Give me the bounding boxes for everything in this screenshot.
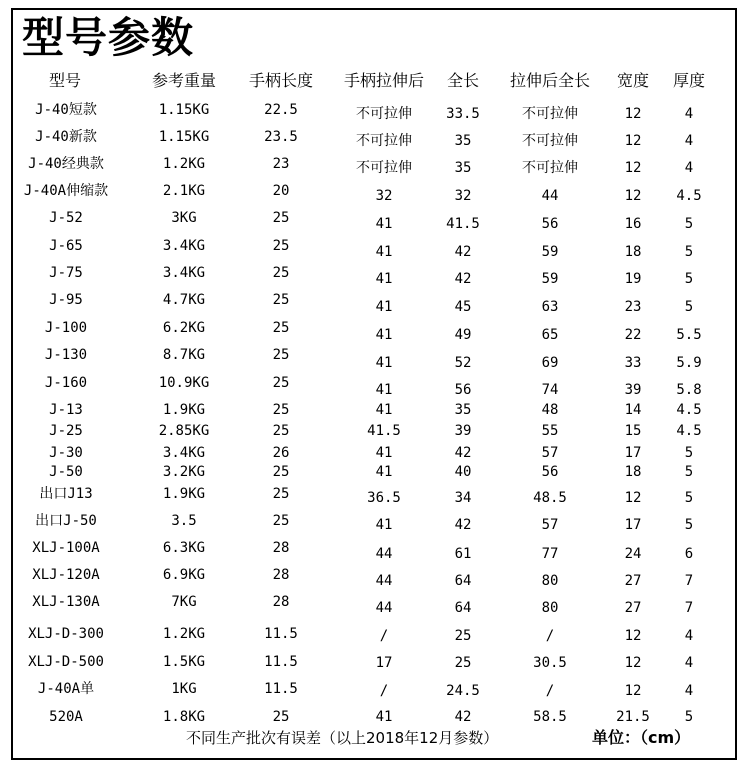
cell-weight: 8.7KG [162, 347, 206, 363]
cell-thickness: 5 [684, 517, 694, 533]
cell-stretched: 41 [375, 402, 393, 418]
cell-stretched: 41 [375, 445, 393, 461]
cell-width: 27 [624, 573, 642, 589]
cell-handle: 25 [272, 210, 290, 226]
cell-stretched-total: 59 [541, 271, 559, 287]
cell-handle: 22.5 [264, 102, 298, 118]
cell-handle: 25 [272, 347, 290, 363]
cell-model: J-40经典款 [28, 156, 104, 172]
cell-handle: 20 [272, 183, 290, 199]
cell-handle: 11.5 [264, 681, 298, 697]
cell-stretched-total: 74 [541, 382, 559, 398]
cell-stretched: 41 [375, 709, 393, 725]
cell-width: 27 [624, 600, 642, 616]
cell-weight: 7KG [171, 594, 197, 610]
cell-total: 35 [454, 160, 472, 176]
cell-stretched-total: / [545, 683, 555, 699]
cell-stretched-total: 58.5 [533, 709, 567, 725]
cell-thickness: 5 [684, 271, 694, 287]
cell-thickness: 7 [684, 600, 694, 616]
cell-width: 14 [624, 402, 642, 418]
cell-model: J-130 [44, 347, 88, 363]
cell-width: 19 [624, 271, 642, 287]
cell-model: J-50 [49, 464, 83, 480]
cell-model: J-160 [44, 375, 88, 391]
cell-thickness: 4 [684, 133, 694, 149]
cell-stretched-total: 48 [541, 402, 559, 418]
cell-model: J-13 [49, 402, 83, 418]
cell-weight: 6.9KG [162, 567, 206, 583]
cell-weight: 3KG [171, 210, 197, 226]
cell-stretched-total: 30.5 [533, 655, 567, 671]
cell-stretched: 41 [375, 271, 393, 287]
page-title: 型号参数 [22, 13, 195, 62]
cell-stretched: 17 [375, 655, 393, 671]
cell-model: J-30 [49, 445, 83, 461]
cell-width: 18 [624, 464, 642, 480]
cell-total: 64 [454, 573, 472, 589]
cell-stretched: / [379, 628, 389, 644]
cell-thickness: 5.9 [676, 355, 702, 371]
cell-model: XLJ-D-500 [28, 654, 104, 670]
cell-stretched-total: 65 [541, 327, 559, 343]
cell-model: J-65 [49, 238, 83, 254]
cell-width: 33 [624, 355, 642, 371]
cell-width: 12 [624, 188, 642, 204]
cell-thickness: 4 [684, 106, 694, 122]
cell-weight: 2.1KG [162, 183, 206, 199]
cell-width: 17 [624, 517, 642, 533]
cell-weight: 1.15KG [158, 129, 210, 145]
cell-stretched-total: 56 [541, 464, 559, 480]
cell-thickness: 4 [684, 160, 694, 176]
cell-thickness: 5.5 [676, 327, 702, 343]
cell-model: J-40A伸缩款 [23, 183, 109, 199]
cell-thickness: 5 [684, 244, 694, 260]
cell-handle: 11.5 [264, 626, 298, 642]
cell-stretched: 41 [375, 244, 393, 260]
cell-weight: 6.2KG [162, 320, 206, 336]
cell-stretched: 41 [375, 355, 393, 371]
unit-label: 单位：（cm） [592, 728, 691, 747]
cell-total: 61 [454, 546, 472, 562]
cell-model: J-25 [49, 423, 83, 439]
cell-total: 42 [454, 709, 472, 725]
cell-stretched-total: 80 [541, 573, 559, 589]
cell-total: 35 [454, 133, 472, 149]
cell-model: XLJ-D-300 [28, 626, 104, 642]
cell-handle: 28 [272, 540, 290, 556]
cell-stretched-total: / [545, 628, 555, 644]
cell-width: 12 [624, 133, 642, 149]
cell-model: J-52 [49, 210, 83, 226]
cell-stretched-total: 77 [541, 546, 559, 562]
cell-model: J-100 [44, 320, 88, 336]
cell-width: 12 [624, 628, 642, 644]
cell-weight: 10.9KG [158, 375, 210, 391]
cell-handle: 25 [272, 513, 290, 529]
cell-thickness: 6 [684, 546, 694, 562]
cell-width: 15 [624, 423, 642, 439]
cell-stretched: 44 [375, 546, 393, 562]
cell-handle: 25 [272, 320, 290, 336]
cell-total: 56 [454, 382, 472, 398]
cell-model: J-40新款 [35, 129, 97, 145]
cell-handle: 25 [272, 238, 290, 254]
cell-weight: 1.9KG [162, 402, 206, 418]
cell-weight: 4.7KG [162, 292, 206, 308]
cell-total: 32 [454, 188, 472, 204]
cell-thickness: 4.5 [676, 423, 702, 439]
cell-handle: 25 [272, 375, 290, 391]
cell-thickness: 5 [684, 709, 694, 725]
cell-total: 25 [454, 628, 472, 644]
cell-thickness: 4 [684, 683, 694, 699]
cell-model: XLJ-130A [32, 594, 100, 610]
cell-stretched: 41 [375, 382, 393, 398]
cell-thickness: 4.5 [676, 402, 702, 418]
cell-stretched-total: 80 [541, 600, 559, 616]
cell-handle: 25 [272, 486, 290, 502]
cell-weight: 1.15KG [158, 102, 210, 118]
cell-stretched: 不可拉伸 [356, 106, 412, 122]
cell-thickness: 5 [684, 299, 694, 315]
cell-thickness: 4 [684, 655, 694, 671]
cell-stretched-total: 不可拉伸 [522, 106, 578, 122]
cell-total: 24.5 [446, 683, 480, 699]
cell-handle: 25 [272, 402, 290, 418]
cell-thickness: 5 [684, 464, 694, 480]
cell-handle: 25 [272, 464, 290, 480]
cell-stretched: / [379, 683, 389, 699]
cell-model: XLJ-120A [32, 567, 100, 583]
cell-width: 12 [624, 106, 642, 122]
cell-width: 16 [624, 216, 642, 232]
cell-weight: 6.3KG [162, 540, 206, 556]
cell-model: 出口J13 [39, 486, 93, 502]
cell-total: 45 [454, 299, 472, 315]
cell-total: 52 [454, 355, 472, 371]
cell-thickness: 7 [684, 573, 694, 589]
cell-stretched-total: 56 [541, 216, 559, 232]
header-total-length: 全长 [446, 71, 479, 90]
cell-stretched-total: 55 [541, 423, 559, 439]
cell-stretched: 41 [375, 299, 393, 315]
cell-thickness: 5 [684, 490, 694, 506]
footer-note: 不同生产批次有误差（以上2018年12月参数） [186, 729, 499, 747]
header-model: 型号 [48, 71, 81, 90]
cell-stretched: 32 [375, 188, 393, 204]
cell-total: 39 [454, 423, 472, 439]
cell-handle: 11.5 [264, 654, 298, 670]
cell-stretched-total: 63 [541, 299, 559, 315]
cell-weight: 1.2KG [162, 626, 206, 642]
cell-total: 33.5 [446, 106, 480, 122]
cell-handle: 26 [272, 445, 290, 461]
cell-model: J-40短款 [35, 102, 97, 118]
cell-weight: 3.4KG [162, 265, 206, 281]
cell-width: 17 [624, 445, 642, 461]
cell-handle: 25 [272, 265, 290, 281]
cell-model: XLJ-100A [32, 540, 100, 556]
cell-weight: 3.4KG [162, 445, 206, 461]
cell-weight: 1.9KG [162, 486, 206, 502]
cell-handle: 25 [272, 292, 290, 308]
cell-total: 40 [454, 464, 472, 480]
cell-stretched: 36.5 [367, 490, 401, 506]
cell-width: 12 [624, 655, 642, 671]
cell-total: 64 [454, 600, 472, 616]
cell-stretched-total: 59 [541, 244, 559, 260]
cell-stretched-total: 57 [541, 445, 559, 461]
cell-width: 22 [624, 327, 642, 343]
cell-width: 24 [624, 546, 642, 562]
cell-total: 42 [454, 244, 472, 260]
cell-stretched-total: 44 [541, 188, 559, 204]
cell-stretched: 41 [375, 517, 393, 533]
cell-handle: 28 [272, 594, 290, 610]
cell-stretched: 41 [375, 464, 393, 480]
cell-model: J-95 [49, 292, 83, 308]
cell-weight: 1KG [171, 681, 197, 697]
header-width: 宽度 [616, 71, 649, 90]
cell-thickness: 5.8 [676, 382, 702, 398]
cell-handle: 23 [272, 156, 290, 172]
cell-handle: 23.5 [264, 129, 298, 145]
header-stretched-total: 拉伸后全长 [509, 71, 590, 90]
cell-model: J-40A单 [37, 681, 95, 697]
cell-stretched: 不可拉伸 [356, 133, 412, 149]
cell-stretched-total: 69 [541, 355, 559, 371]
cell-weight: 3.4KG [162, 238, 206, 254]
cell-stretched: 不可拉伸 [356, 160, 412, 176]
cell-stretched: 41.5 [367, 423, 401, 439]
cell-handle: 25 [272, 423, 290, 439]
cell-stretched: 44 [375, 600, 393, 616]
cell-width: 12 [624, 490, 642, 506]
cell-total: 41.5 [446, 216, 480, 232]
cell-width: 39 [624, 382, 642, 398]
cell-handle: 28 [272, 567, 290, 583]
header-handle-stretched: 手柄拉伸后 [343, 71, 424, 90]
cell-weight: 1.2KG [162, 156, 206, 172]
cell-total: 34 [454, 490, 472, 506]
cell-weight: 2.85KG [158, 423, 210, 439]
cell-stretched: 41 [375, 216, 393, 232]
cell-model: 520A [49, 709, 83, 725]
cell-total: 42 [454, 517, 472, 533]
cell-thickness: 4 [684, 628, 694, 644]
cell-width: 12 [624, 683, 642, 699]
cell-model: 出口J-50 [35, 513, 97, 529]
cell-stretched-total: 57 [541, 517, 559, 533]
cell-weight: 1.8KG [162, 709, 206, 725]
cell-total: 42 [454, 445, 472, 461]
cell-stretched-total: 不可拉伸 [522, 133, 578, 149]
cell-model: J-75 [49, 265, 83, 281]
header-thickness: 厚度 [672, 71, 705, 90]
cell-width: 18 [624, 244, 642, 260]
cell-width: 23 [624, 299, 642, 315]
cell-total: 42 [454, 271, 472, 287]
cell-stretched: 41 [375, 327, 393, 343]
cell-width: 21.5 [616, 709, 650, 725]
header-handle-length: 手柄长度 [248, 71, 313, 90]
header-weight: 参考重量 [151, 71, 216, 90]
cell-stretched-total: 不可拉伸 [522, 160, 578, 176]
cell-stretched: 44 [375, 573, 393, 589]
cell-thickness: 5 [684, 445, 694, 461]
cell-handle: 25 [272, 709, 290, 725]
cell-weight: 3.5 [171, 513, 197, 529]
cell-total: 49 [454, 327, 472, 343]
cell-weight: 1.5KG [162, 654, 206, 670]
cell-width: 12 [624, 160, 642, 176]
cell-thickness: 4.5 [676, 188, 702, 204]
cell-total: 35 [454, 402, 472, 418]
cell-stretched-total: 48.5 [533, 490, 567, 506]
cell-weight: 3.2KG [162, 464, 206, 480]
cell-total: 25 [454, 655, 472, 671]
cell-thickness: 5 [684, 216, 694, 232]
